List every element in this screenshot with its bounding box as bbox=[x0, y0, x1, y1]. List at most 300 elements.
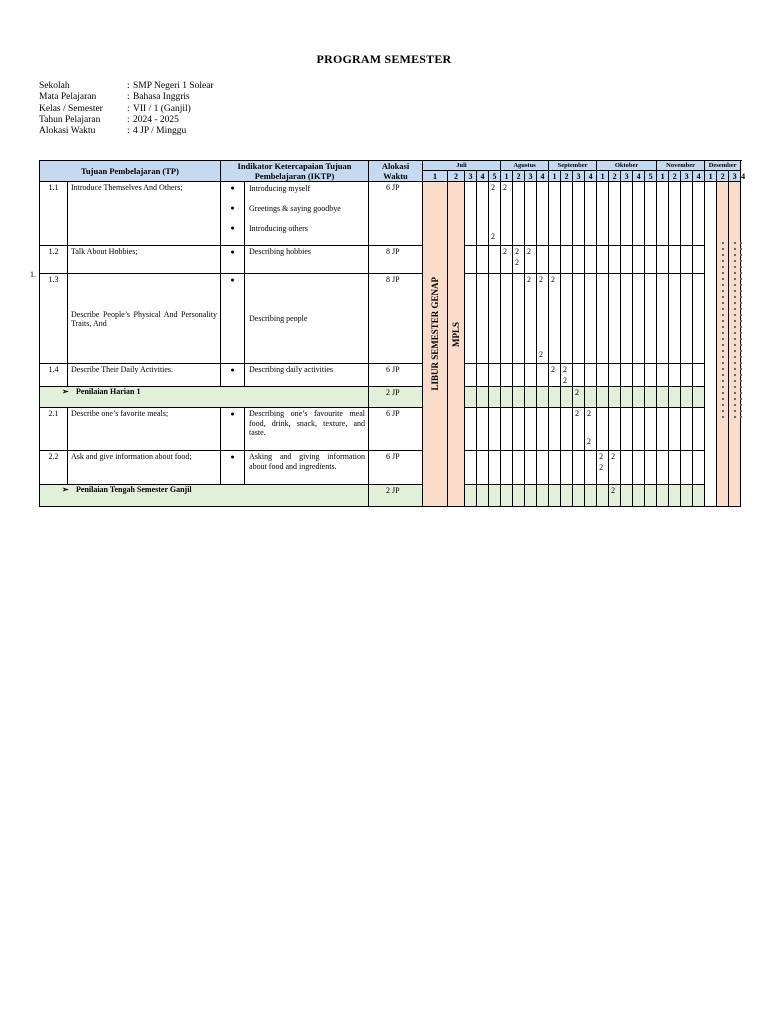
week-cell bbox=[657, 274, 669, 364]
bullet-cell bbox=[221, 451, 245, 485]
week-cell bbox=[645, 485, 657, 507]
week-cell bbox=[609, 408, 621, 451]
week-cell bbox=[621, 182, 633, 246]
week-cell bbox=[645, 387, 657, 408]
week-cell bbox=[621, 364, 633, 387]
week-cell bbox=[609, 387, 621, 408]
week-cell bbox=[633, 485, 645, 507]
week-cell bbox=[465, 387, 477, 408]
week-cell bbox=[573, 364, 585, 387]
week-cell bbox=[525, 274, 537, 364]
assessment-text: Penilaian Harian 1 bbox=[76, 387, 141, 396]
week-cell bbox=[549, 451, 561, 485]
tp-code: 2.2 bbox=[40, 451, 68, 485]
week-cell bbox=[609, 274, 621, 364]
week-cell bbox=[561, 485, 573, 507]
week-cell bbox=[489, 408, 501, 451]
bullet-icon: ● bbox=[230, 366, 235, 374]
week-mark: 2 bbox=[503, 183, 508, 192]
alokasi-cell: 8 JP bbox=[369, 274, 423, 364]
week-mark: 2 bbox=[611, 486, 616, 495]
week-mark: 2 bbox=[491, 232, 496, 241]
week-cell bbox=[513, 451, 525, 485]
week-cell bbox=[537, 387, 549, 408]
tp-code: 1.3 bbox=[40, 274, 68, 364]
week-cell bbox=[561, 387, 573, 408]
week-cell bbox=[489, 246, 501, 274]
week-cell bbox=[573, 451, 585, 485]
week-cell bbox=[561, 246, 573, 274]
week-cell bbox=[501, 485, 513, 507]
tp-code: 1.1 bbox=[40, 182, 68, 246]
week-cell bbox=[669, 451, 681, 485]
info-value: 4 JP / Minggu bbox=[133, 126, 187, 137]
bullet-cell bbox=[221, 182, 245, 246]
table-row bbox=[40, 364, 741, 387]
week-cell bbox=[669, 274, 681, 364]
week-mark: 2 bbox=[539, 350, 544, 359]
week-cell bbox=[465, 246, 477, 274]
info-value: Bahasa Inggris bbox=[133, 92, 190, 103]
week-cell bbox=[465, 182, 477, 246]
week-cell bbox=[489, 274, 501, 364]
week-cell bbox=[489, 485, 501, 507]
info-row bbox=[39, 115, 214, 126]
week-header: 2 bbox=[609, 171, 621, 182]
page-title: PROGRAM SEMESTER bbox=[316, 52, 452, 66]
week-cell bbox=[465, 451, 477, 485]
week-mark: 2 bbox=[539, 275, 544, 284]
indicator-cell bbox=[245, 246, 369, 274]
arrow-bullet-icon: ➢ bbox=[62, 387, 69, 396]
libur-semester-cell bbox=[423, 182, 448, 507]
week-cell bbox=[477, 182, 489, 246]
week-cell bbox=[621, 246, 633, 274]
week-cell bbox=[573, 182, 585, 246]
week-cell bbox=[573, 408, 585, 451]
week-cell bbox=[657, 485, 669, 507]
week-cell bbox=[657, 451, 669, 485]
week-cell bbox=[501, 451, 513, 485]
libur-semester-label: LIBUR SEMESTER GENAP bbox=[430, 277, 441, 391]
week-header: 3 bbox=[465, 171, 477, 182]
alokasi-cell: 6 JP bbox=[369, 451, 423, 485]
week-cell bbox=[513, 182, 525, 246]
week-header: 3 bbox=[729, 171, 741, 182]
week-header: 4 bbox=[633, 171, 645, 182]
week-cell bbox=[585, 274, 597, 364]
mpls-label: MPLS bbox=[451, 322, 462, 348]
header-iktp: Indikator Ketercapaian Tujuan Pembelajaran (IKTP) bbox=[221, 161, 369, 182]
week-cell bbox=[693, 408, 705, 451]
week-cell bbox=[525, 364, 537, 387]
indicator-text: Describing hobbies bbox=[249, 247, 312, 256]
week-mark: 2 bbox=[503, 247, 508, 256]
month-header: Agustus bbox=[501, 161, 549, 171]
week-cell bbox=[633, 364, 645, 387]
week-cell bbox=[501, 182, 513, 246]
arrow-bullet-icon: ➢ bbox=[62, 485, 69, 494]
indicator-cell bbox=[245, 274, 369, 364]
assessment-label bbox=[40, 387, 369, 408]
week-cell bbox=[525, 408, 537, 451]
month-header: Desember bbox=[705, 161, 741, 171]
indicator-text: Asking and giving information about food and ingredients. bbox=[249, 452, 366, 471]
week-cell bbox=[597, 387, 609, 408]
tp-code: 1.4 bbox=[40, 364, 68, 387]
indicator-text: Describing daily activities bbox=[249, 365, 333, 374]
week-cell bbox=[477, 408, 489, 451]
week-cell bbox=[477, 246, 489, 274]
week-cell bbox=[609, 451, 621, 485]
week-cell bbox=[597, 274, 609, 364]
week-header: 1 bbox=[705, 171, 717, 182]
week-header: 2 bbox=[448, 171, 465, 182]
week-cell bbox=[573, 387, 585, 408]
week-cell bbox=[477, 274, 489, 364]
week-cell bbox=[633, 408, 645, 451]
december-cell bbox=[717, 182, 729, 507]
week-mark: 2 bbox=[491, 183, 496, 192]
tp-text: Talk About Hobbies; bbox=[68, 246, 221, 274]
week-cell bbox=[549, 274, 561, 364]
week-header: 3 bbox=[525, 171, 537, 182]
week-cell bbox=[693, 274, 705, 364]
tp-text: Introduce Themselves And Others; bbox=[68, 182, 221, 246]
alokasi-cell: 8 JP bbox=[369, 246, 423, 274]
week-cell bbox=[549, 246, 561, 274]
faded-vertical-text bbox=[722, 242, 724, 418]
week-cell bbox=[537, 451, 549, 485]
month-header: November bbox=[657, 161, 705, 171]
week-cell bbox=[609, 246, 621, 274]
week-mark: 2 bbox=[551, 275, 556, 284]
bullet-icon: ● bbox=[230, 453, 235, 461]
info-label: Sekolah bbox=[39, 81, 70, 91]
week-cell bbox=[621, 274, 633, 364]
tp-code: 1.2 bbox=[40, 246, 68, 274]
week-cell bbox=[537, 364, 549, 387]
week-cell bbox=[693, 451, 705, 485]
week-cell bbox=[477, 387, 489, 408]
indicator-text: Introducing others bbox=[249, 224, 308, 233]
week-cell bbox=[513, 408, 525, 451]
week-cell bbox=[585, 485, 597, 507]
alokasi-cell: 6 JP bbox=[369, 408, 423, 451]
week-header: 1 bbox=[549, 171, 561, 182]
week-header: 2 bbox=[717, 171, 729, 182]
indicator-cell bbox=[245, 451, 369, 485]
week-cell bbox=[513, 274, 525, 364]
week-cell bbox=[489, 451, 501, 485]
indicator-text: Introducing myself bbox=[249, 184, 311, 193]
week-header: 1 bbox=[423, 171, 448, 182]
week-cell bbox=[681, 246, 693, 274]
week-header: 1 bbox=[597, 171, 609, 182]
week-cell bbox=[585, 408, 597, 451]
month-header: September bbox=[549, 161, 597, 171]
week-cell bbox=[573, 274, 585, 364]
week-cell bbox=[645, 408, 657, 451]
week-cell bbox=[465, 364, 477, 387]
info-value: 2024 - 2025 bbox=[133, 114, 179, 125]
week-cell bbox=[657, 246, 669, 274]
week-cell bbox=[633, 182, 645, 246]
alokasi-cell: 6 JP bbox=[369, 182, 423, 246]
info-colon: : bbox=[127, 81, 130, 91]
info-row bbox=[39, 81, 214, 92]
week-cell bbox=[645, 274, 657, 364]
header-row bbox=[40, 161, 741, 171]
week-cell bbox=[585, 182, 597, 246]
week-cell bbox=[609, 364, 621, 387]
info-colon: : bbox=[127, 92, 130, 103]
week-cell bbox=[681, 274, 693, 364]
info-label: Mata Pelajaran bbox=[39, 92, 97, 103]
info-colon: : bbox=[127, 126, 130, 137]
week-mark: 2 bbox=[575, 409, 580, 418]
indicator-cell bbox=[245, 408, 369, 451]
side-number: 1. bbox=[30, 270, 36, 279]
week-header: 2 bbox=[513, 171, 525, 182]
tp-text: Describe Their Daily Activities. bbox=[68, 364, 221, 387]
week-cell bbox=[657, 364, 669, 387]
week-cell bbox=[477, 451, 489, 485]
week-cell bbox=[681, 182, 693, 246]
indicator-cell bbox=[245, 364, 369, 387]
tp-text-content: Describe People’s Physical And Personality Traits, And bbox=[71, 309, 218, 328]
table-row bbox=[40, 451, 741, 485]
bullet-icon: ● bbox=[230, 248, 235, 256]
week-cell bbox=[669, 387, 681, 408]
indicator-cell bbox=[245, 182, 369, 246]
week-cell bbox=[537, 408, 549, 451]
alokasi-cell: 2 JP bbox=[369, 485, 423, 507]
week-cell bbox=[669, 182, 681, 246]
week-cell bbox=[525, 451, 537, 485]
week-mark: 2 bbox=[599, 463, 604, 472]
week-cell bbox=[585, 387, 597, 408]
week-mark: 2 bbox=[575, 388, 580, 397]
indicator-text: Describing people bbox=[249, 314, 308, 324]
bullet-cell bbox=[221, 408, 245, 451]
assessment-row bbox=[40, 387, 741, 408]
week-cell bbox=[501, 408, 513, 451]
alokasi-cell: 6 JP bbox=[369, 364, 423, 387]
week-header: 4 bbox=[477, 171, 489, 182]
week-cell bbox=[645, 246, 657, 274]
december-cell bbox=[729, 182, 741, 507]
week-header: 1 bbox=[657, 171, 669, 182]
week-cell bbox=[489, 387, 501, 408]
week-cell bbox=[561, 274, 573, 364]
alokasi-cell: 2 JP bbox=[369, 387, 423, 408]
week-mark: 2 bbox=[611, 452, 616, 461]
week-cell bbox=[681, 485, 693, 507]
week-cell bbox=[525, 182, 537, 246]
table-row bbox=[40, 274, 741, 364]
week-cell bbox=[585, 246, 597, 274]
week-cell bbox=[585, 451, 597, 485]
week-cell bbox=[633, 387, 645, 408]
week-header: 2 bbox=[669, 171, 681, 182]
week-cell bbox=[525, 387, 537, 408]
week-mark: 2 bbox=[587, 409, 592, 418]
week-cell bbox=[537, 182, 549, 246]
week-cell bbox=[633, 274, 645, 364]
week-cell bbox=[501, 364, 513, 387]
week-cell bbox=[693, 246, 705, 274]
week-header: 4 bbox=[585, 171, 597, 182]
week-header: 5 bbox=[645, 171, 657, 182]
info-value: VII / 1 (Ganjil) bbox=[133, 103, 191, 114]
week-cell bbox=[549, 408, 561, 451]
info-row bbox=[39, 126, 214, 137]
week-cell bbox=[573, 246, 585, 274]
week-cell bbox=[597, 364, 609, 387]
assessment-row bbox=[40, 485, 741, 507]
info-row bbox=[39, 92, 214, 103]
week-mark: 2 bbox=[527, 275, 532, 284]
week-cell bbox=[681, 408, 693, 451]
week-cell bbox=[609, 182, 621, 246]
week-cell bbox=[669, 485, 681, 507]
tp-text: Describe one’s favorite meals; bbox=[68, 408, 221, 451]
indicator-text: Greetings & saying goodbye bbox=[249, 204, 341, 213]
info-label: Kelas / Semester bbox=[39, 103, 103, 114]
week-cell bbox=[681, 451, 693, 485]
week-cell bbox=[669, 408, 681, 451]
week-cell bbox=[693, 485, 705, 507]
header-alokasi: Alokasi Waktu bbox=[369, 161, 423, 182]
week-header: 2 bbox=[561, 171, 573, 182]
indicator-text: Describing one’s favourite meal food, drink, snack, texture, and taste. bbox=[249, 409, 366, 437]
faded-vertical-text bbox=[740, 242, 742, 418]
week-cell bbox=[645, 364, 657, 387]
week-cell bbox=[621, 451, 633, 485]
week-cell bbox=[561, 182, 573, 246]
week-row: 1 2 3 4 5 1 2 3 4 1 2 3 4 1 2 3 4 5 1 2 3 4 1 2 3 4 bbox=[40, 171, 741, 182]
week-cell bbox=[645, 451, 657, 485]
week-header: 5 bbox=[489, 171, 501, 182]
week-cell bbox=[549, 485, 561, 507]
week-cell bbox=[501, 274, 513, 364]
week-cell bbox=[549, 387, 561, 408]
week-cell bbox=[609, 485, 621, 507]
week-cell bbox=[585, 364, 597, 387]
info-label: Tahun Pelajaran bbox=[39, 114, 101, 125]
week-cell bbox=[657, 387, 669, 408]
week-header: 3 bbox=[621, 171, 633, 182]
assessment-text: Penilaian Tengah Semester Ganjil bbox=[76, 485, 192, 494]
week-mark: 2 bbox=[551, 365, 556, 374]
week-cell bbox=[561, 364, 573, 387]
week-cell bbox=[549, 182, 561, 246]
week-mark: 2 bbox=[527, 247, 532, 256]
tp-text bbox=[68, 274, 221, 364]
week-cell bbox=[573, 485, 585, 507]
week-cell bbox=[693, 182, 705, 246]
week-cell bbox=[525, 485, 537, 507]
week-cell bbox=[681, 387, 693, 408]
week-header: 4 bbox=[693, 171, 705, 182]
bullet-icon: ● bbox=[230, 410, 235, 418]
info-row bbox=[39, 104, 214, 115]
week-cell bbox=[597, 182, 609, 246]
week-cell bbox=[465, 485, 477, 507]
info-colon: : bbox=[127, 103, 130, 114]
week-cell bbox=[513, 246, 525, 274]
assessment-label bbox=[40, 485, 369, 507]
week-cell bbox=[537, 485, 549, 507]
week-header: 1 bbox=[501, 171, 513, 182]
week-cell bbox=[477, 485, 489, 507]
bullet-cell bbox=[221, 246, 245, 274]
week-cell bbox=[645, 182, 657, 246]
week-cell bbox=[669, 364, 681, 387]
info-block bbox=[39, 81, 214, 137]
info-label: Alokasi Waktu bbox=[39, 126, 96, 137]
week-cell bbox=[597, 246, 609, 274]
month-header: Juli bbox=[423, 161, 501, 171]
bullet-icon: ● bbox=[230, 204, 235, 212]
week-cell bbox=[693, 387, 705, 408]
tp-code: 2.1 bbox=[40, 408, 68, 451]
week-cell bbox=[489, 364, 501, 387]
bullet-cell bbox=[221, 364, 245, 387]
week-cell bbox=[621, 387, 633, 408]
week-cell bbox=[597, 485, 609, 507]
faded-vertical-text bbox=[734, 242, 736, 418]
week-cell bbox=[633, 451, 645, 485]
month-header: Oktober bbox=[597, 161, 657, 171]
week-cell bbox=[657, 182, 669, 246]
week-cell bbox=[513, 364, 525, 387]
week-mark: 2 bbox=[599, 452, 604, 461]
week-cell bbox=[693, 364, 705, 387]
week-cell bbox=[597, 451, 609, 485]
week-cell bbox=[669, 246, 681, 274]
program-table bbox=[39, 160, 746, 507]
info-value: SMP Negeri 1 Solear bbox=[133, 81, 214, 91]
week-cell bbox=[537, 246, 549, 274]
table-row bbox=[40, 246, 741, 274]
week-mark: 2 bbox=[515, 247, 520, 256]
info-colon: : bbox=[127, 114, 130, 125]
table-row bbox=[40, 408, 741, 451]
week-mark: 2 bbox=[563, 365, 568, 374]
week-cell bbox=[513, 387, 525, 408]
header-tp: Tujuan Pembelajaran (TP) bbox=[40, 161, 221, 182]
week-header: 3 bbox=[681, 171, 693, 182]
week-header: 4 bbox=[537, 171, 549, 182]
week-cell bbox=[501, 387, 513, 408]
week-cell bbox=[465, 408, 477, 451]
week-header: 3 bbox=[573, 171, 585, 182]
bullet-icon: ● bbox=[230, 276, 235, 284]
week-cell bbox=[549, 364, 561, 387]
week-cell bbox=[465, 274, 477, 364]
week-cell bbox=[561, 451, 573, 485]
week-cell bbox=[537, 274, 549, 364]
mpls-cell bbox=[448, 182, 465, 507]
week-cell bbox=[501, 246, 513, 274]
week-cell bbox=[633, 246, 645, 274]
week-mark: 2 bbox=[587, 437, 592, 446]
december-cell bbox=[705, 182, 717, 507]
table-row bbox=[40, 182, 741, 246]
week-cell bbox=[681, 364, 693, 387]
